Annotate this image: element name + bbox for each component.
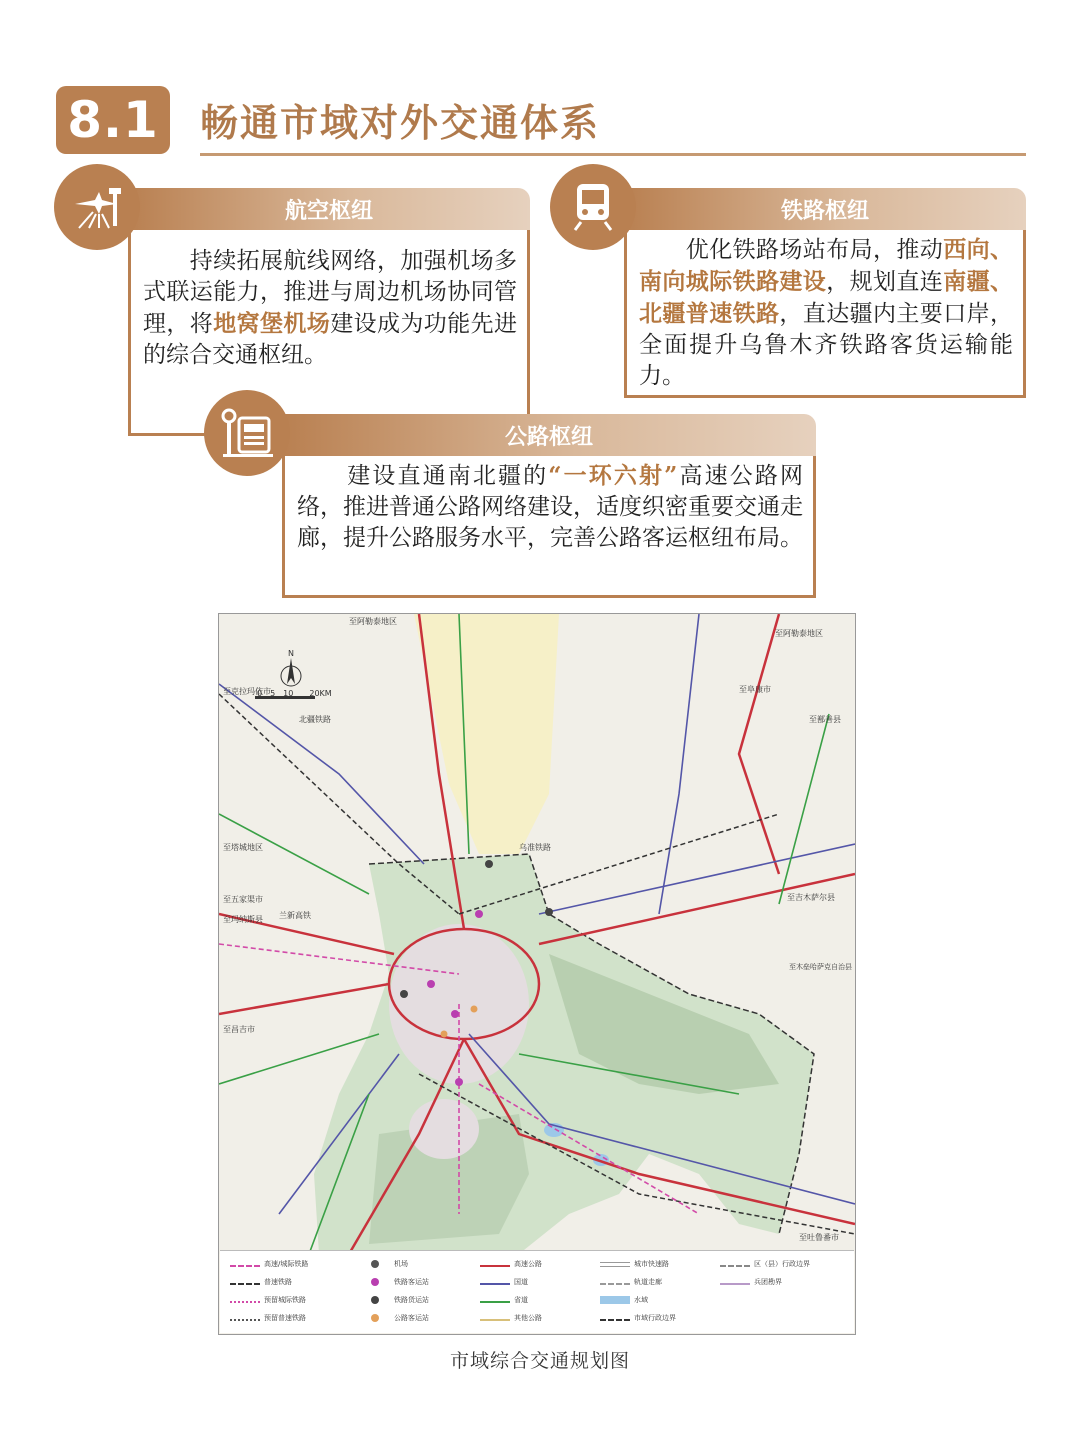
legend-item [230, 1277, 292, 1287]
legend-swatch [371, 1260, 379, 1268]
map-label-3: 至塔城地区 [223, 843, 263, 852]
legend-item [230, 1259, 308, 1269]
legend-label: 预留普速铁路 [264, 1314, 306, 1322]
legend-item [600, 1277, 662, 1287]
map-label-2: 至克拉玛依市 [223, 687, 271, 696]
legend-swatch [600, 1262, 630, 1267]
legend-swatch [371, 1314, 379, 1322]
map-label-14: 北疆铁路 [299, 715, 331, 724]
map-graphic [219, 614, 855, 1254]
legend-item [600, 1313, 676, 1323]
legend-swatch [230, 1315, 260, 1321]
legend-swatch [720, 1279, 750, 1285]
legend-label: 国道 [514, 1278, 528, 1286]
legend-label: 城市快速路 [634, 1260, 669, 1268]
svg-text:N: N [288, 649, 294, 658]
map-label-9: 至鄯善县 [809, 715, 841, 724]
legend-item [230, 1313, 306, 1323]
map-label-10: 至阜康市 [739, 685, 771, 694]
rail-hub-text: 优化铁路场站布局，推动西向、南向城际铁路建设，规划直连南疆、北疆普速铁路，直达疆内主要口岸，全面提升乌鲁木齐铁路客货运输能力。 [624, 230, 1026, 398]
road-hub-text: 建设直通南北疆的“一环六射”高速公路网络，推进普通公路网络建设，适度织密重要交通走廊，提升公路服务水平，完善公路客运枢纽布局。 [282, 456, 816, 598]
legend-item [230, 1295, 306, 1305]
legend-item [720, 1259, 810, 1269]
air-hub-text: 持续拓展航线网络，加强机场多式联运能力，推进与周边机场协同管理，将地窝堡机场建设成为功能先进的综合交通枢纽。 [128, 230, 530, 436]
map-label-12: 乌准铁路 [519, 843, 551, 852]
legend-label: 预留城际铁路 [264, 1296, 306, 1304]
train-icon [550, 164, 636, 250]
legend-item [480, 1259, 542, 1269]
legend-item [480, 1313, 542, 1323]
legend-swatch [480, 1261, 510, 1267]
legend-label: 公路客运站 [394, 1314, 429, 1322]
air-hub-card [128, 188, 530, 436]
legend-item [360, 1295, 429, 1305]
legend-swatch [600, 1279, 630, 1285]
section-number: 8.1 [67, 91, 159, 149]
section-title: 畅通市域对外交通体系 [200, 101, 601, 145]
legend-label: 铁路客运站 [394, 1278, 429, 1286]
legend-label: 普速铁路 [264, 1278, 292, 1286]
legend-item [600, 1259, 669, 1269]
section-divider [200, 153, 1026, 156]
road-hub-card [282, 414, 816, 598]
legend-item [360, 1259, 408, 1269]
legend-label: 水域 [634, 1296, 648, 1304]
map-legend [220, 1250, 854, 1333]
legend-item [480, 1295, 528, 1305]
legend-item [600, 1295, 648, 1305]
legend-swatch [371, 1296, 379, 1304]
legend-swatch [720, 1261, 750, 1267]
legend-label: 兵团勘界 [754, 1278, 782, 1286]
legend-swatch [230, 1261, 260, 1267]
legend-label: 其他公路 [514, 1314, 542, 1322]
legend-label: 轨道走廊 [634, 1278, 662, 1286]
air-hub-title: 航空枢纽 [128, 188, 530, 230]
rail-hub-title: 铁路枢纽 [624, 188, 1026, 230]
legend-label: 区（县）行政边界 [754, 1260, 810, 1268]
map-label-4: 至五家渠市 [223, 895, 263, 904]
legend-label: 市域行政边界 [634, 1314, 676, 1322]
map-scale-label: 0 5 10 20KM [257, 689, 332, 698]
legend-swatch [230, 1297, 260, 1303]
legend-swatch [371, 1278, 379, 1286]
section-number-badge [56, 86, 170, 154]
legend-label: 铁路货运站 [394, 1296, 429, 1304]
legend-item [360, 1313, 429, 1323]
legend-swatch [230, 1279, 260, 1285]
legend-label: 机场 [394, 1260, 408, 1268]
map-label-1: 至阿勒泰地区 [775, 629, 823, 638]
legend-label: 高速公路 [514, 1260, 542, 1268]
map-label-7: 至木垒哈萨克自治县 [789, 963, 852, 971]
airport-icon [54, 164, 140, 250]
legend-swatch [480, 1315, 510, 1321]
rail-hub-card [624, 188, 1026, 398]
legend-item [360, 1277, 429, 1287]
legend-label: 省道 [514, 1296, 528, 1304]
map-label-11: 至玛纳斯县 [223, 915, 263, 924]
transport-plan-map [218, 613, 856, 1335]
legend-item [480, 1277, 528, 1287]
legend-swatch [600, 1296, 630, 1304]
legend-label: 高速/城际铁路 [264, 1260, 309, 1268]
legend-swatch [480, 1297, 510, 1303]
map-label-13: 兰新高铁 [279, 911, 311, 920]
legend-swatch [480, 1279, 510, 1285]
map-caption: 市域综合交通规划图 [449, 1350, 630, 1372]
map-label-6: 至吉木萨尔县 [787, 893, 835, 902]
legend-swatch [600, 1315, 630, 1321]
bus-station-icon [204, 390, 290, 476]
legend-item [720, 1277, 782, 1287]
map-label-0: 至阿勒泰地区 [349, 617, 397, 626]
map-label-5: 至昌吉市 [223, 1025, 255, 1034]
map-label-8: 至吐鲁番市 [799, 1233, 839, 1242]
road-hub-title: 公路枢纽 [282, 414, 816, 456]
